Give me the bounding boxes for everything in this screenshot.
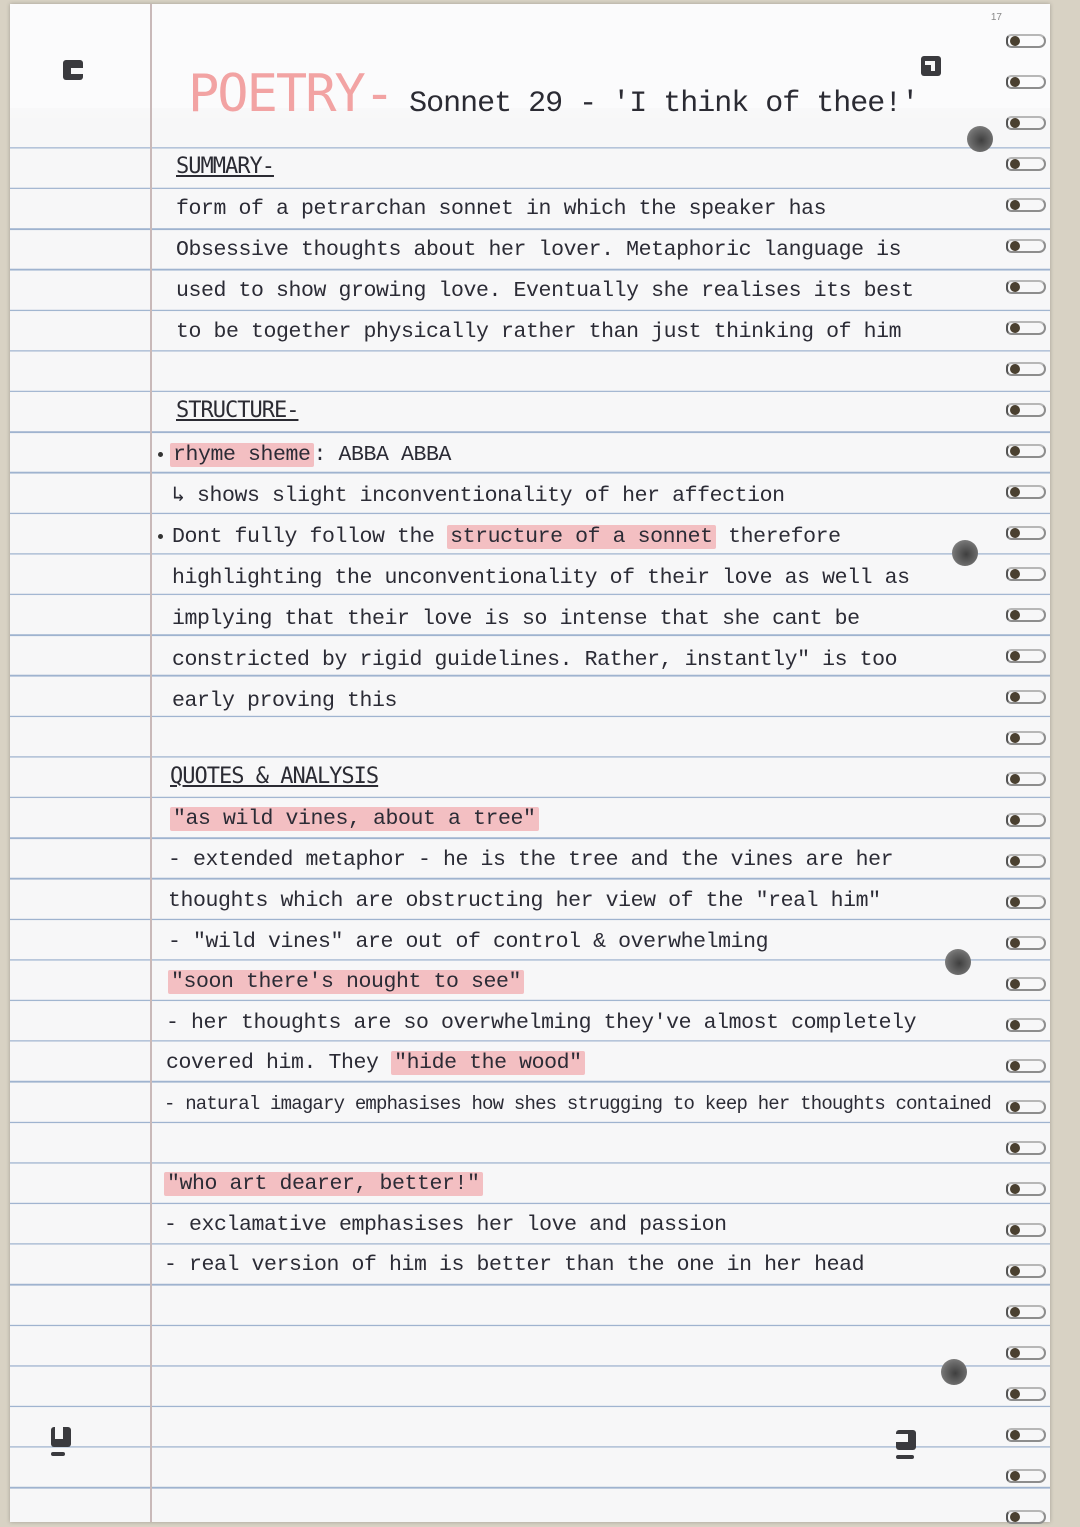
- bullet: [158, 534, 163, 539]
- spiral-coil-icon: [1006, 157, 1048, 169]
- spiral-coil-icon: [1006, 895, 1048, 907]
- page-title: POETRY-: [188, 64, 394, 124]
- poem-quote-title: 'I think of thee!': [612, 87, 919, 121]
- spiral-coil-icon: [1006, 280, 1048, 292]
- structure-highlight: structure of a sonnet: [447, 525, 716, 549]
- quote-line: [168, 967, 524, 997]
- quote-3: "who art dearer, better!": [164, 1172, 483, 1196]
- analysis-line: - real version of him is better than the one in her head: [164, 1253, 865, 1277]
- spiral-coil-icon: [1006, 485, 1048, 497]
- corner-marker-top-left-icon: [63, 60, 83, 80]
- punch-hole-icon: [941, 1359, 967, 1385]
- analysis-line: covered him. They "hide the wood": [166, 1048, 585, 1078]
- poem-title: Sonnet 29 -: [409, 87, 597, 121]
- spiral-coil-icon: [1006, 608, 1048, 620]
- spiral-coil-icon: [1006, 1305, 1048, 1317]
- spiral-coil-icon: [1006, 444, 1048, 456]
- margin-line: [150, 4, 152, 1522]
- corner-marker-bottom-right-icon: [896, 1430, 916, 1450]
- spiral-coil-icon: [1006, 813, 1048, 825]
- corner-marker-bottom-left-bar: [51, 1452, 65, 1456]
- quote-2-extra: "hide the wood": [391, 1051, 585, 1075]
- spiral-coil-icon: [1006, 649, 1048, 661]
- spiral-coil-icon: [1006, 567, 1048, 579]
- structure-line: constricted by rigid guidelines. Rather, instantly" is too: [172, 648, 898, 672]
- quote-2: "soon there's nought to see": [168, 970, 524, 994]
- structure-line: highlighting the unconventionality of their love as well as: [172, 566, 910, 590]
- quotes-heading: QUOTES & ANALYSIS: [170, 764, 379, 789]
- rhyme-scheme-label: rhyme sheme: [170, 443, 314, 467]
- quote-line: [164, 1169, 483, 1199]
- analysis-line: - exclamative emphasises her love and passion: [164, 1213, 727, 1237]
- spiral-coil-icon: [1006, 198, 1048, 210]
- bullet: [158, 452, 163, 457]
- rhyme-scheme-value: : ABBA ABBA: [313, 443, 452, 467]
- spiral-coil-icon: [1006, 362, 1048, 374]
- spiral-coil-icon: [1006, 1223, 1048, 1235]
- rhyme-scheme-line: [170, 440, 451, 470]
- spiral-coil-icon: [1006, 526, 1048, 538]
- analysis-line: thoughts which are obstructing her view of the "real him": [168, 889, 881, 913]
- spiral-coil-icon: [1006, 116, 1048, 128]
- structure-line: early proving this: [172, 689, 398, 713]
- punch-hole-icon: [967, 126, 993, 152]
- corner-marker-bottom-right-bar: [896, 1455, 914, 1459]
- structure-line: ↳ shows slight inconventionality of her affection: [172, 484, 785, 508]
- spiral-coil-icon: [1006, 854, 1048, 866]
- spiral-coil-icon: [1006, 239, 1048, 251]
- spiral-coil-icon: [1006, 403, 1048, 415]
- analysis-line: - extended metaphor - he is the tree and the vines are her: [168, 848, 894, 872]
- summary-line: to be together physically rather than just thinking of him: [176, 320, 902, 344]
- spiral-coil-icon: [1006, 75, 1048, 87]
- spiral-coil-icon: [1006, 1141, 1048, 1153]
- spiral-coil-icon: [1006, 772, 1048, 784]
- summary-line: used to show growing love. Eventually she realises its best: [176, 279, 914, 303]
- punch-hole-icon: [945, 949, 971, 975]
- spiral-coil-icon: [1006, 1264, 1048, 1276]
- spiral-coil-icon: [1006, 690, 1048, 702]
- spiral-coil-icon: [1006, 1100, 1048, 1112]
- spiral-coil-icon: [1006, 1059, 1048, 1071]
- spiral-coil-icon: [1006, 34, 1048, 46]
- analysis-line: - her thoughts are so overwhelming they've almost completely: [166, 1011, 917, 1035]
- spiral-coil-icon: [1006, 1469, 1048, 1481]
- punch-hole-icon: [952, 540, 978, 566]
- page-number: 17: [990, 12, 1002, 23]
- summary-line: form of a petrarchan sonnet in which the speaker has: [176, 197, 827, 221]
- spiral-coil-icon: [1006, 1387, 1048, 1399]
- notebook-page: [10, 4, 1050, 1522]
- spiral-coil-icon: [1006, 977, 1048, 989]
- spiral-coil-icon: [1006, 936, 1048, 948]
- summary-heading: SUMMARY-: [176, 154, 274, 179]
- structure-line: implying that their love is so intense that she cant be: [172, 607, 860, 631]
- spiral-coil-icon: [1006, 1428, 1048, 1440]
- spiral-coil-icon: [1006, 1018, 1048, 1030]
- summary-line: Obsessive thoughts about her lover. Metaphoric language is: [176, 238, 902, 262]
- corner-marker-top-right-icon: [921, 56, 941, 76]
- quote-line: [170, 804, 539, 834]
- spiral-coil-icon: [1006, 1182, 1048, 1194]
- analysis-line: - natural imagary emphasises how shes strugging to keep her thoughts contained: [164, 1093, 991, 1115]
- corner-marker-bottom-left-icon: [51, 1427, 71, 1447]
- spiral-coil-icon: [1006, 731, 1048, 743]
- page-title-row: [188, 64, 918, 144]
- structure-line: Dont fully follow the structure of a sonnet therefore: [172, 525, 841, 549]
- quote-1: "as wild vines, about a tree": [170, 807, 539, 831]
- spiral-coil-icon: [1006, 1510, 1048, 1522]
- spiral-coil-icon: [1006, 1346, 1048, 1358]
- structure-heading: STRUCTURE-: [176, 398, 299, 423]
- analysis-line: - "wild vines" are out of control & overwhelming: [168, 930, 769, 954]
- spiral-coil-icon: [1006, 321, 1048, 333]
